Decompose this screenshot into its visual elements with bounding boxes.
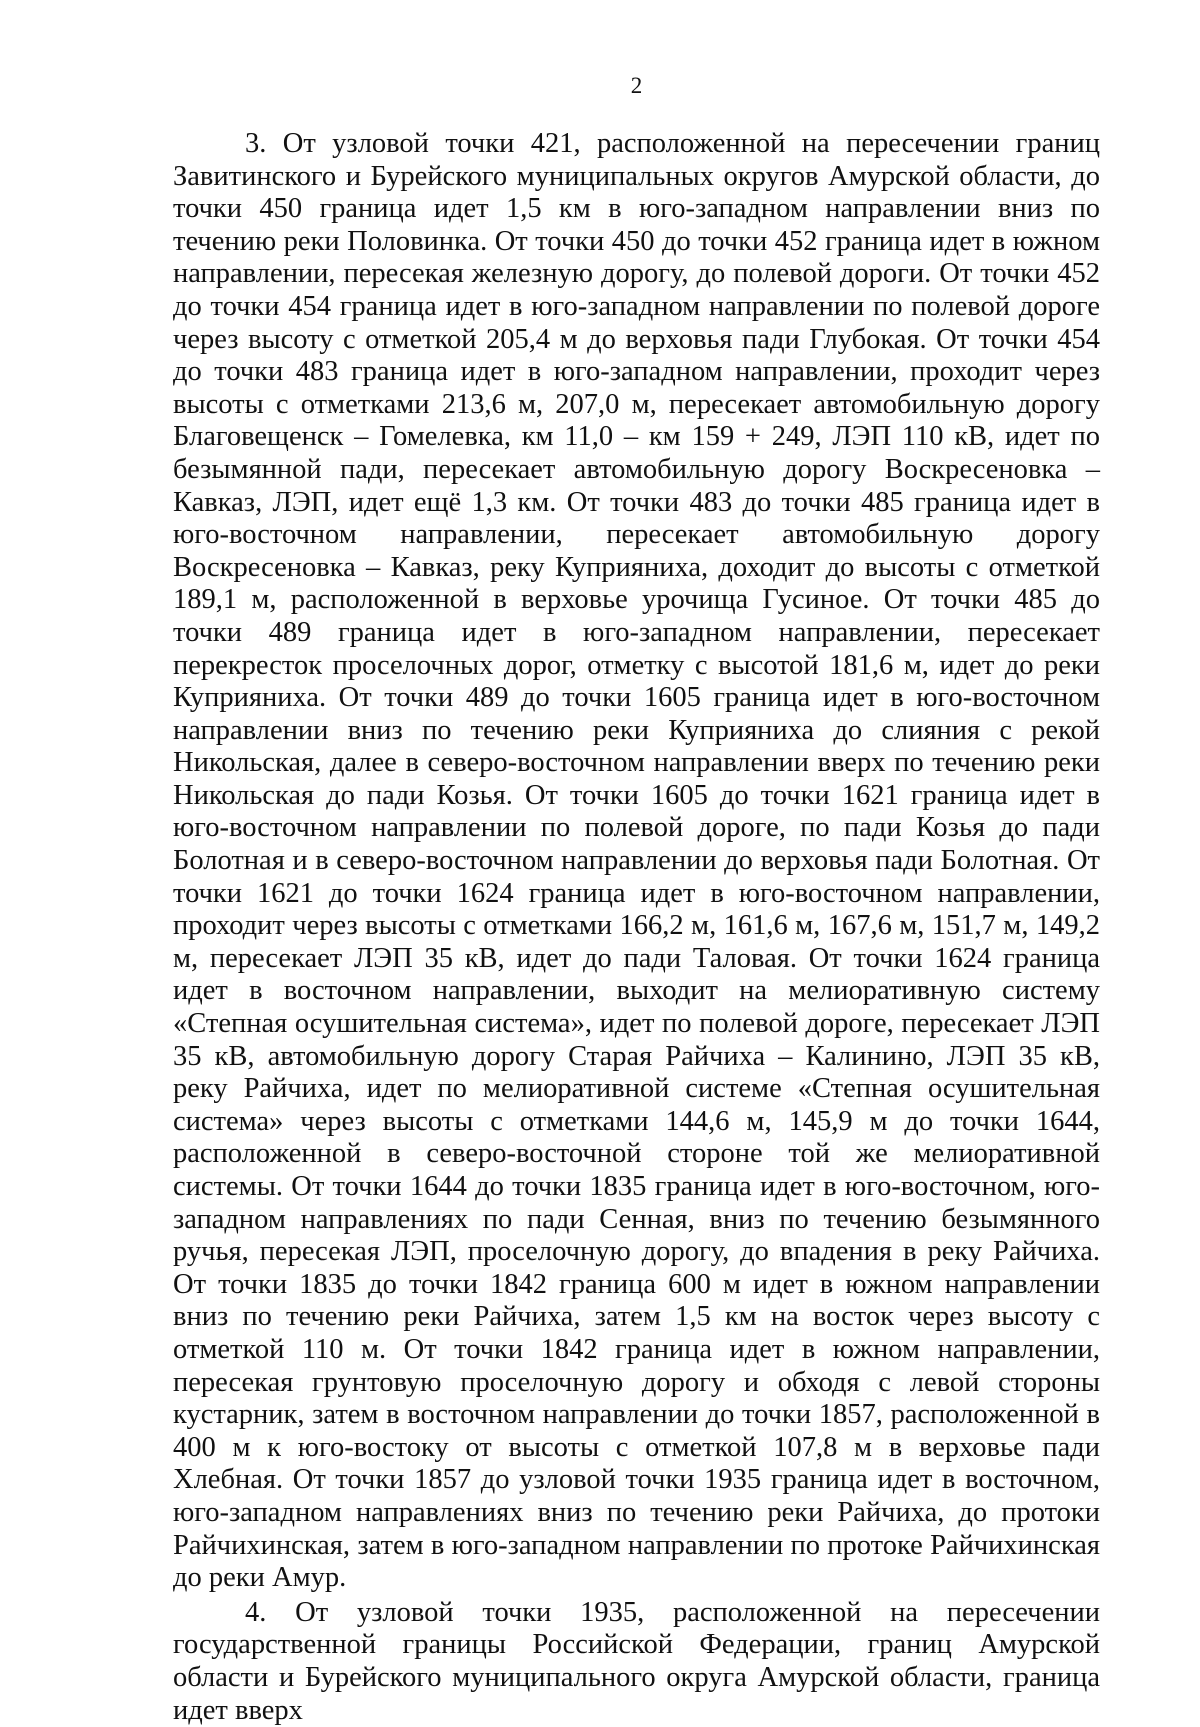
page-number: 2	[630, 73, 643, 98]
paragraph-4: 4. От узловой точки 1935, расположенной на пересечении государственной границы Российской Федерации, границ Амурской области и Бурейского муниципального округа Амурской области, граница идет вверх	[173, 1596, 1100, 1726]
paragraph-3: 3. От узловой точки 421, расположенной на пересечении границ Завитинского и Бурейского муниципальных округов Амурской области, до точки 450 граница идет 1,5 км в юго-западном направлении вниз по течению реки Половинка. От точки 450 до точки 452 граница идет в южном направлении, пересекая железную дорогу, до полевой дороги. От точки 452 до точки 454 граница идет в юго-западном направлении по полевой дороге через высоту с отметкой 205,4 м до верховья пади Глубокая. От точки 454 до точки 483 граница идет в юго-западном направлении, проходит через высоты с отметками 213,6 м, 207,0 м, пересекает автомобильную дорогу Благовещенск – Гомелевка, км 11,0 – км 159 + 249, ЛЭП 110 кВ, идет по безымянной пади, пересекает автомобильную дорогу Воскресеновка – Кавказ, ЛЭП, идет ещё 1,3 км. От точки 483 до точки 485 граница идет в юго-восточном направлении, пересекает автомобильную дорогу Воскресеновка – Кавказ, реку Куприяниха, доходит до высоты с отметкой 189,1 м, расположенной в верховье урочища Гусиное. От точки 485 до точки 489 граница идет в юго-западном направлении, пересекает перекресток проселочных дорог, отметку с высотой 181,6 м, идет до реки Куприяниха. От точки 489 до точки 1605 граница идет в юго-восточном направлении вниз по течению реки Куприяниха до слияния с рекой Никольская, далее в северо-восточном направлении вверх по течению реки Никольская до пади Козья. От точки 1605 до точки 1621 граница идет в юго-восточном направлении по полевой дороге, по пади Козья до пади Болотная и в северо-восточном направлении до верховья пади Болотная. От точки 1621 до точки 1624 граница идет в юго-восточном направлении, проходит через высоты с отметками 166,2 м, 161,6 м, 167,6 м, 151,7 м, 149,2 м, пересекает ЛЭП 35 кВ, идет до пади Таловая. От точки 1624 граница идет в восточном направлении, выходит на мелиоративную систему «Степная осушительная система», идет по полевой дороге, пересекает ЛЭП 35 кВ, автомобильную дорогу Старая Райчиха – Калинино, ЛЭП 35 кВ, реку Райчиха, идет по мелиоративной системе «Степная осушительная система» через высоты с отметками 144,6 м, 145,9 м до точки 1644, расположенной в северо-восточной стороне той же мелиоративной системы. От точки 1644 до точки 1835 граница идет в юго-восточном, юго-западном направлениях по пади Сенная, вниз по течению безымянного ручья, пересекая ЛЭП, проселочную дорогу, до впадения в реку Райчиха. От точки 1835 до точки 1842 граница 600 м идет в южном направлении вниз по течению реки Райчиха, затем 1,5 км на восток через высоту с отметкой 110 м. От точки 1842 граница идет в южном направлении, пересекая грунтовую проселочную дорогу и обходя с левой стороны кустарник, затем в восточном направлении до точки 1857, расположенной в 400 м к юго-востоку от высоты с отметкой 107,8 м в верховье пади Хлебная. От точки 1857 до узловой точки 1935 граница идет в восточном, юго-западном направлениях вниз по течению реки Райчиха, до протоки Райчихинская, затем в юго-западном направлении по протоке Райчихинская до реки Амур.	[173, 128, 1100, 1594]
